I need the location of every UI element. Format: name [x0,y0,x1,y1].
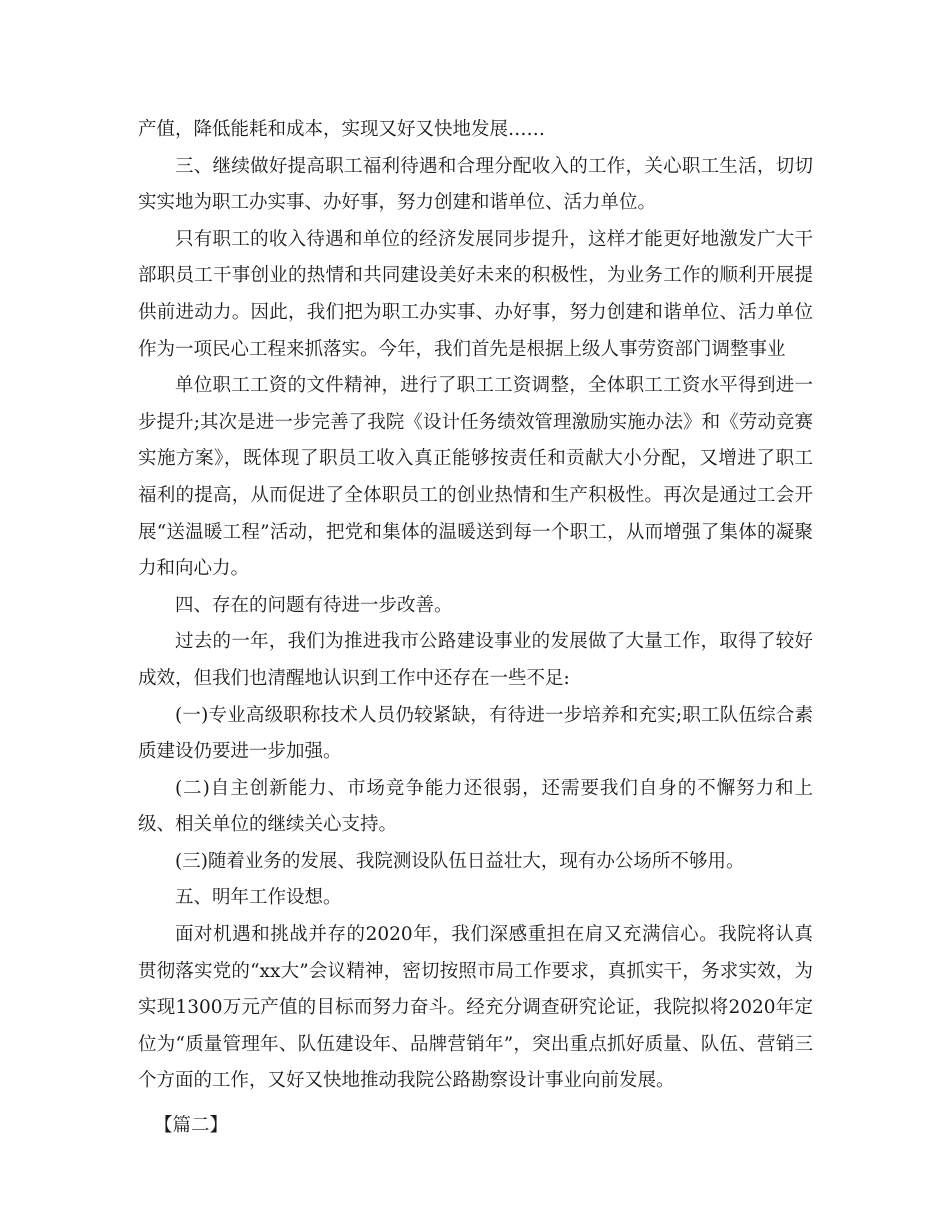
paragraph-10: 五、明年工作设想。 [175,887,342,909]
paragraph-5: 四、存在的问题有待进一步改善。 [175,594,453,616]
paragraph-3: 只有职工的收入待遇和单位的经济发展同步提升，这样才能更好地激发广大干部职员工干事创业的热情和共同建设美好未来的积极性，为业务工作的顺利开展提供前进动力。因此，我们把为职工办实事、办好事，努力创建和谐单位、活力单位作为一项民心工程来抓落实。今年，我们首先是根据上级人事劳资部门调整事业 [138,228,813,360]
paragraph-2: 三、继续做好提高职工福利待遇和合理分配收入的工作，关心职工生活，切切实实地为职工办实事、办好事，努力创建和谐单位、活力单位。 [138,155,813,214]
paragraph-8: (二)自主创新能力、市场竞争能力还很弱，还需要我们自身的不懈努力和上级、相关单位的继续关心支持。 [138,777,813,836]
paragraph-1: 产值，降低能耗和成本，实现又好又快地发展…… [138,119,546,140]
paragraph-9: (三)随着业务的发展、我院测设队伍日益壮大，现有办公场所不够用。 [175,850,745,872]
paragraph-11: 面对机遇和挑战并存的2020年，我们深感重担在肩又充满信心。我院将认真贯彻落实党的“xx大”会议精神，密切按照市局工作要求，真抓实干，务求实效，为实现1300万元产值的目标而努力奋斗。经充分调查研究论证，我院拟将2020年定位为“质量管理年、队伍建设年、品牌营销年”，突出重点抓好质量、队伍、营销三个方面的工作，又好又快地推动我院公路勘察设计事业向前发展。 [138,924,813,1092]
paragraph-6: 过去的一年，我们为推进我市公路建设事业的发展做了大量工作，取得了较好成效，但我们也清醒地认识到工作中还存在一些不足: [138,631,813,689]
document-body [138,112,813,1145]
paragraph-4: 单位职工工资的文件精神，进行了职工工资调整，全体职工工资水平得到进一步提升;其次是进一步完善了我院《设计任务绩效管理激励实施办法》和《劳动竞赛实施方案》，既体现了职员工收入真正能够按责任和贡献大小分配，又增进了职工福利的提高，从而促进了全体职员工的创业热情和生产积极性。再次是通过工会开展“送温暖工程”活动，把党和集体的温暖送到每一个职工，从而增强了集体的凝聚力和向心力。 [138,375,813,580]
paragraph-7: (一)专业高级职称技术人员仍较紧缺，有待进一步培养和充实;职工队伍综合素质建设仍要进一步加强。 [138,704,813,763]
section-tag: 【篇二】 [154,1115,229,1137]
